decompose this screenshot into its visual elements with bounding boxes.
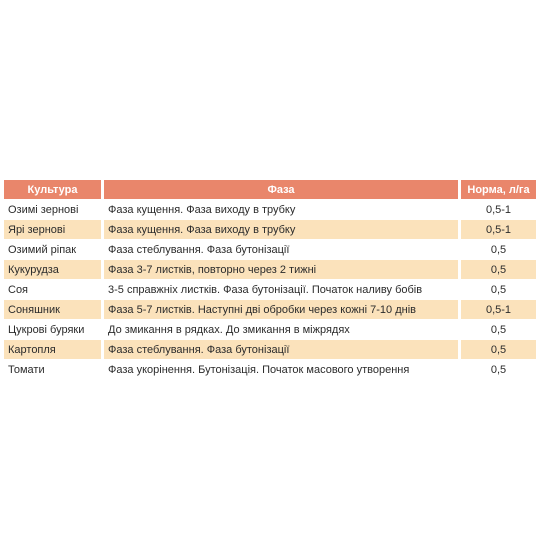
phase-cell: Фаза кущення. Фаза виходу в трубку: [108, 203, 296, 216]
rate-cell: 0,5-1: [461, 220, 536, 239]
table-row: [4, 340, 536, 359]
table-row: [4, 360, 536, 379]
table-row: [4, 220, 536, 239]
culture-cell: Озимий ріпак: [8, 243, 77, 256]
culture-cell: Озимі зернові: [8, 203, 79, 216]
culture-cell: Цукрові буряки: [8, 323, 85, 336]
application-rates-table: [4, 180, 536, 380]
table-row: [4, 240, 536, 259]
phase-cell: Фаза 5-7 листків. Наступні дві обробки через кожні 7-10 днів: [104, 300, 458, 319]
rate-cell: 0,5: [490, 323, 507, 336]
phase-cell: 3-5 справжніх листків. Фаза бутонізації. Початок наливу бобів: [108, 283, 423, 296]
culture-cell: Кукурудза: [4, 260, 101, 279]
phase-cell: До змикання в рядках. До змикання в міжрядях: [108, 323, 350, 336]
header-phase: Фаза: [104, 180, 458, 199]
table-row: [4, 280, 536, 299]
rate-cell: 0,5-1: [485, 203, 512, 216]
table-header-row: [4, 180, 536, 199]
header-culture: Культура: [4, 180, 101, 199]
table-row: [4, 200, 536, 219]
culture-cell: Томати: [8, 363, 45, 376]
table-row: [4, 320, 536, 339]
table-row: [4, 300, 536, 319]
rate-cell: 0,5: [490, 283, 507, 296]
phase-cell: Фаза стеблування. Фаза бутонізації: [108, 243, 290, 256]
table-row: [4, 260, 536, 279]
culture-cell: Соя: [8, 283, 29, 296]
phase-cell: Фаза стеблування. Фаза бутонізації: [104, 340, 458, 359]
culture-cell: Картопля: [4, 340, 101, 359]
culture-cell: Соняшник: [4, 300, 101, 319]
culture-cell: Ярі зернові: [4, 220, 101, 239]
phase-cell: Фаза 3-7 листків, повторно через 2 тижні: [104, 260, 458, 279]
rate-cell: 0,5: [490, 363, 507, 376]
phase-cell: Фаза кущення. Фаза виходу в трубку: [104, 220, 458, 239]
rate-cell: 0,5: [461, 340, 536, 359]
rate-cell: 0,5: [461, 260, 536, 279]
rate-cell: 0,5: [490, 243, 507, 256]
rate-cell: 0,5-1: [461, 300, 536, 319]
header-rate: Норма, л/га: [461, 180, 536, 199]
phase-cell: Фаза укорінення. Бутонізація. Початок масового утворення: [108, 363, 410, 376]
